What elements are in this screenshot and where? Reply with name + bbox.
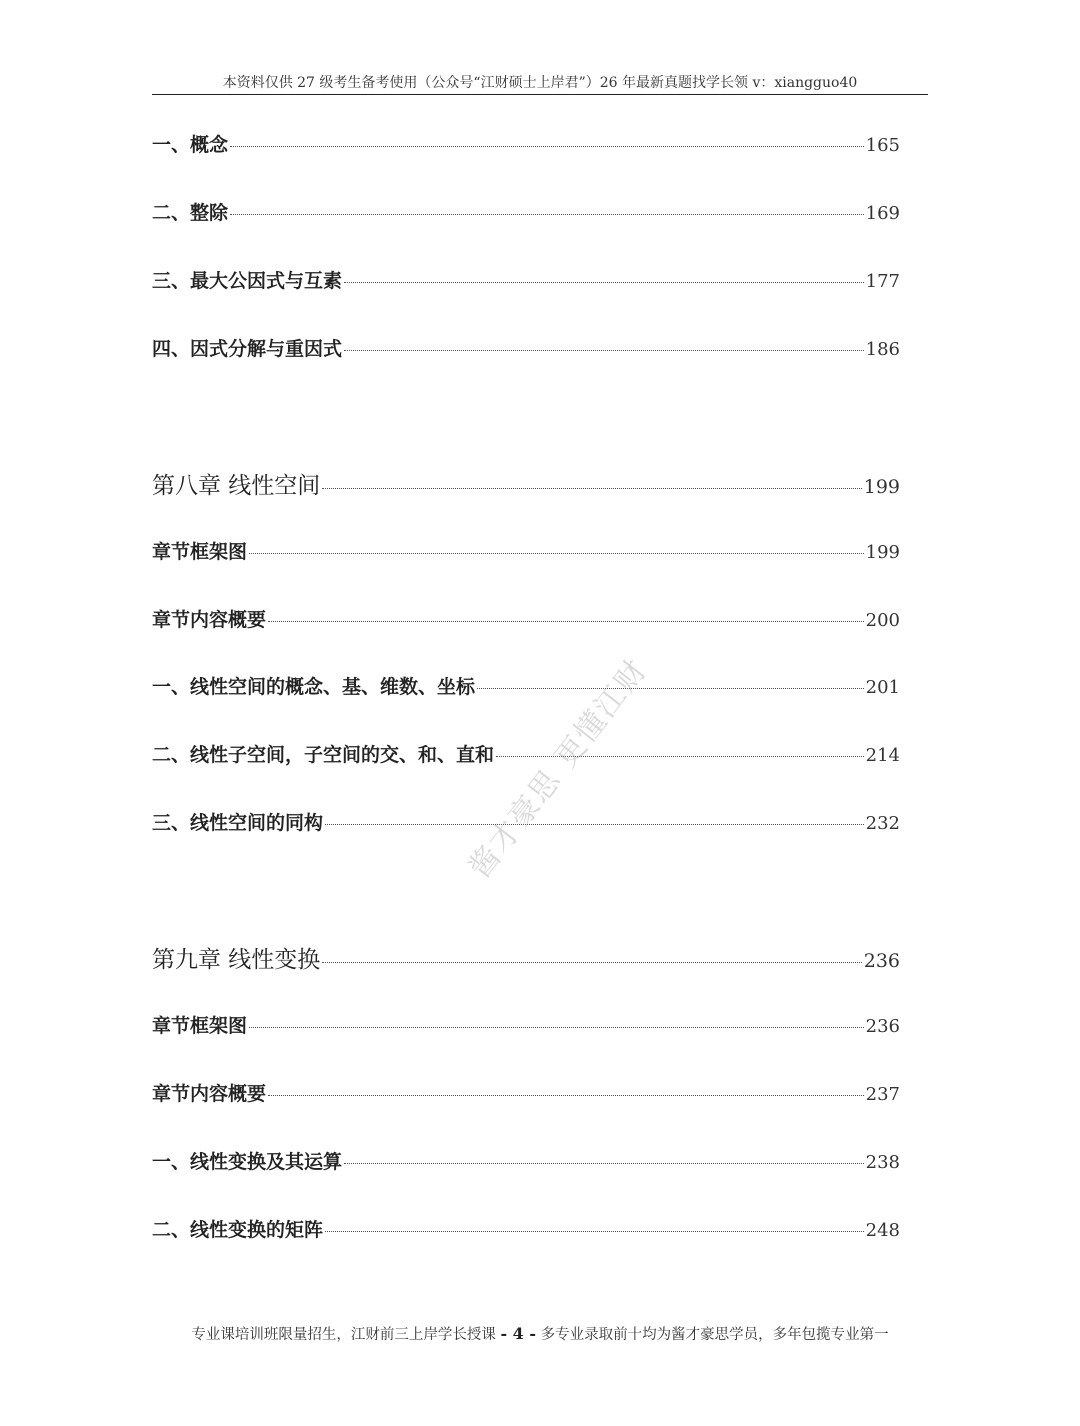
toc-chapter-entry[interactable] bbox=[152, 941, 900, 974]
toc-leader-dots bbox=[230, 214, 864, 215]
toc-entry[interactable] bbox=[152, 1215, 900, 1242]
toc-entry[interactable] bbox=[152, 605, 900, 632]
footer-right-text: 多专业录取前十均为酱才豪思学员，多年包揽专业第一 bbox=[540, 1327, 889, 1343]
page-header bbox=[152, 72, 928, 94]
toc-entry-page: 186 bbox=[865, 339, 900, 360]
toc-entry-page: 237 bbox=[865, 1084, 900, 1105]
toc-entry-title: 章节内容概要 bbox=[152, 609, 267, 631]
toc-entry-title: 三、最大公因式与互素 bbox=[152, 270, 343, 292]
toc-entry-title: 三、线性空间的同构 bbox=[152, 812, 324, 834]
toc-entry-title: 章节框架图 bbox=[152, 541, 248, 563]
toc-entry-page: 236 bbox=[865, 1016, 900, 1037]
footer-page-number: - 4 - bbox=[500, 1324, 537, 1343]
toc-leader-dots bbox=[477, 688, 864, 689]
toc-leader-dots bbox=[325, 1231, 864, 1232]
toc-entry[interactable] bbox=[152, 1011, 900, 1038]
toc-entry-page: 232 bbox=[865, 813, 900, 834]
toc-entry-page: 238 bbox=[865, 1152, 900, 1173]
toc-leader-dots bbox=[268, 1095, 864, 1096]
toc-chapter-entry[interactable] bbox=[152, 467, 900, 500]
header-rule bbox=[152, 94, 928, 95]
toc-entry[interactable] bbox=[152, 198, 900, 225]
toc-entry-title: 四、因式分解与重因式 bbox=[152, 338, 343, 360]
toc-entry[interactable] bbox=[152, 266, 900, 293]
toc-entry-title: 二、线性变换的矩阵 bbox=[152, 1219, 324, 1241]
toc-entry-page: 165 bbox=[865, 135, 900, 156]
toc-entry-title: 一、线性空间的概念、基、维数、坐标 bbox=[152, 676, 476, 698]
toc-entry-title: 章节框架图 bbox=[152, 1015, 248, 1037]
toc-leader-dots bbox=[322, 488, 861, 489]
toc-leader-dots bbox=[344, 282, 864, 283]
toc-leader-dots bbox=[325, 824, 864, 825]
toc-entry-page: 169 bbox=[865, 203, 900, 224]
toc-entry-page: 214 bbox=[865, 745, 900, 766]
toc-entry[interactable] bbox=[152, 334, 900, 361]
toc-leader-dots bbox=[496, 756, 864, 757]
toc-entry[interactable] bbox=[152, 537, 900, 564]
toc-leader-dots bbox=[230, 146, 864, 147]
toc-entry[interactable] bbox=[152, 808, 900, 835]
toc-entry-page: 199 bbox=[863, 476, 900, 498]
toc-chapter-title: 第九章 线性变换 bbox=[152, 947, 321, 973]
toc-entry-title: 二、整除 bbox=[152, 202, 229, 224]
toc-entry[interactable] bbox=[152, 130, 900, 157]
toc-leader-dots bbox=[344, 1163, 864, 1164]
toc-leader-dots bbox=[322, 962, 861, 963]
toc-entry-title: 一、线性变换及其运算 bbox=[152, 1151, 343, 1173]
header-text: 本资料仅供 27 级考生备考使用（公众号“江财硕士上岸君”）26 年最新真题找学长领 v：xiangguo40 bbox=[222, 75, 858, 91]
toc-leader-dots bbox=[344, 350, 864, 351]
toc-leader-dots bbox=[249, 553, 864, 554]
page-footer bbox=[152, 1322, 928, 1346]
toc-entry[interactable] bbox=[152, 1079, 900, 1106]
toc-entry[interactable] bbox=[152, 740, 900, 767]
toc-entry-title: 二、线性子空间，子空间的交、和、直和 bbox=[152, 744, 495, 766]
watermark-text: 酱才豪思 更懂江财 bbox=[462, 652, 655, 885]
toc-entry-page: 177 bbox=[865, 271, 900, 292]
footer-left-text: 专业课培训班限量招生，江财前三上岸学长授课 bbox=[191, 1327, 496, 1343]
toc-leader-dots bbox=[249, 1027, 864, 1028]
toc-chapter-title: 第八章 线性空间 bbox=[152, 473, 321, 499]
toc-entry-page: 201 bbox=[865, 677, 900, 698]
toc-entry[interactable] bbox=[152, 1147, 900, 1174]
toc-entry-page: 199 bbox=[865, 542, 900, 563]
toc-entry-title: 一、概念 bbox=[152, 134, 229, 156]
toc-leader-dots bbox=[268, 621, 864, 622]
toc-entry-page: 236 bbox=[863, 950, 900, 972]
toc-entry-page: 248 bbox=[865, 1220, 900, 1241]
toc-entry-page: 200 bbox=[865, 610, 900, 631]
toc-entry-title: 章节内容概要 bbox=[152, 1083, 267, 1105]
toc-entry[interactable] bbox=[152, 672, 900, 699]
